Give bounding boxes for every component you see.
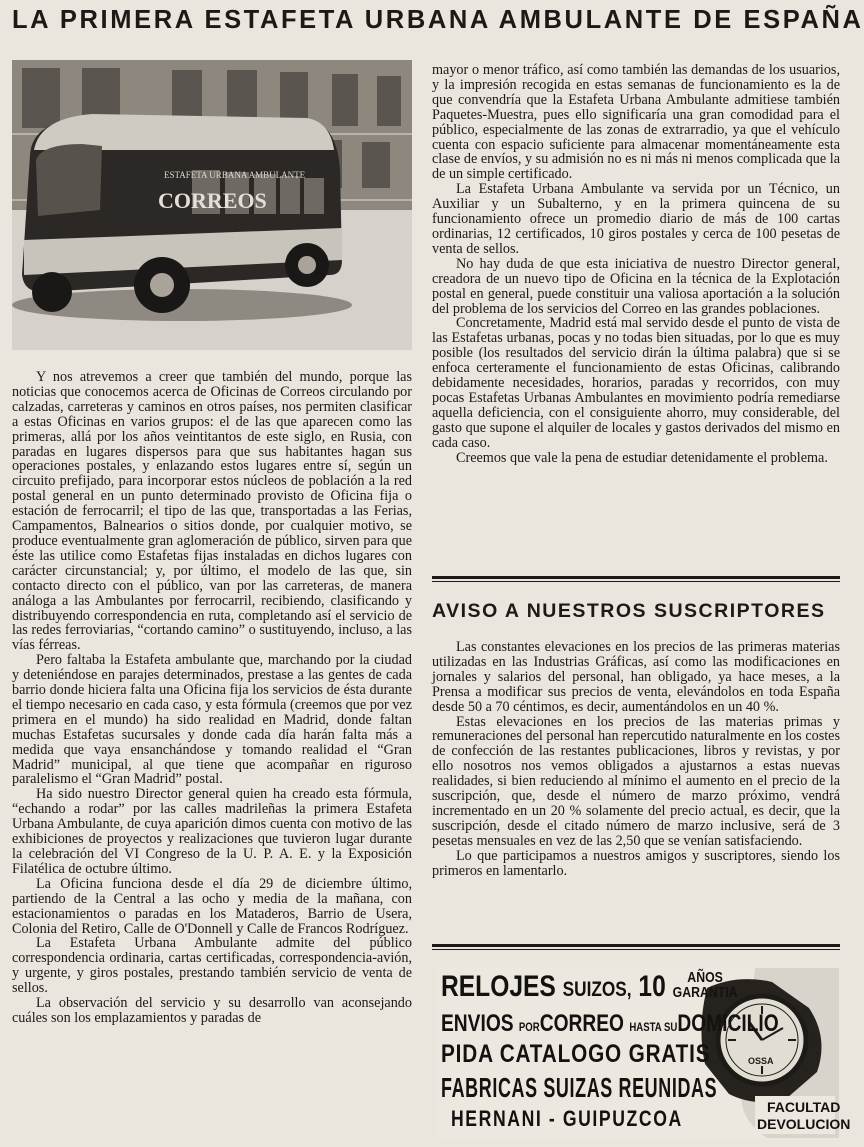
article-paragraph: La Estafeta Urbana Ambulante va servida por un Técnico, un Auxiliar y un Subalterno, y en la primera quincena de su funcionamiento ofrece un promedio diario de más de 100 cartas ordinarias, 12 certificados, 10 giros postales y cerca de 100 pesetas de venta de sellos. (432, 181, 840, 257)
article-paragraph: Y nos atrevemos a creer que también del mundo, porque las noticias que conocemos acerca de Oficinas de Correos circulando por calzadas, carreteras y caminos en otros países, nos permiten clasificar a estas Oficinas en varios grupos: el de las que aparecen como las primeras, allá por los años veintitantos de este siglo, en Rusia, con paradas en lugares dispersos para que sus habitantes hagan sus operaciones postales, y enlazando estos lugares entre sí, según un circuito prefijado, para incorporar estos núcleos de población a la red postal general en un punto determinado provisto de Oficina fija o estación de ferrocarril; el tipo de las que, transportadas a las Ferias, Campamentos, Balnearios o sitios donde, por cualquier motivo, se produce eventualmente gran aglomeración de público, sirven para que éste las utilice como Estafetas fijas instaladas en dichos lugares con carácter circunstancial; y, por último, el modelo de las que, sin contacto directo con el público, van por las carreteras, de manera análoga a las Ambulantes por ferrocarril, recibiendo, clasificando y distribuyendo correspondencia en ruta, completando así el servicio de las redes ferroviarias, “cortando camino” o sustituyendo, incluso, a las vías férreas. (12, 369, 412, 654)
article-right-column (432, 63, 840, 465)
section-divider (432, 576, 840, 582)
notice-column (432, 640, 840, 879)
bus-photo (12, 60, 412, 350)
bus-illustration (12, 60, 412, 350)
watch-advertisement (437, 968, 851, 1138)
ad-line-3: PIDA CATALOGO GRATIS (441, 1040, 711, 1068)
page-title: LA PRIMERA ESTAFETA URBANA AMBULANTE DE ESPAÑA (12, 6, 864, 34)
ad-line-1: RELOJES SUIZOS, 10 AÑOS GARANTIA (441, 969, 738, 1003)
ad-line-5: HERNANI - GUIPUZCOA (451, 1106, 683, 1131)
article-paragraph: Concretamente, Madrid está mal servido desde el punto de vista de las Estafetas urbanas, pocas y no todas bien situadas, por lo que es muy posible (los resultados del servicio dirán la última palabra) que si se enfoca certeramente el funcionamiento de estas Oficinas, calibrando debidamente necesidades, horarios, paradas y recorridos, con muy pocas Estafetas Urbanas Ambulantes en movimiento podría remediarse aquella deficiencia, con el consiguiente ahorro, muy considerable, del gasto que supone el alquiler de locales y gastos derivados del mismo en cada caso. (432, 315, 840, 451)
article-paragraph: mayor o menor tráfico, así como también las demandas de los usuarios, y la impresión recogida en estas semanas de funcionamiento es la de que convendría que la Estafeta Urbana Ambulante admitiese también Paquetes-Muestra, pues ello significaría una gran comodidad para el público, especialmente de las zonas de extrarradio, ya que el vehículo cuenta con espacio suficiente para almacenar momentáneamente esta clase de envíos, y su admisión no es ni más ni menos complicada que la de un simple certificado. (432, 62, 840, 183)
bus-lettering-top: ESTAFETA URBANA AMBULANTE (164, 170, 306, 180)
ad-line-2: ENVIOS PORCORREO HASTA SUDOMICILIO (441, 1010, 779, 1037)
article-paragraph: La Estafeta Urbana Ambulante admite del público correspondencia ordinaria, cartas certificadas, correspondencia-avión, y urgente, y giros postales, prestando también servicio de venta de sellos. (12, 935, 412, 997)
article-paragraph: No hay duda de que esta iniciativa de nuestro Director general, creadora de un nuevo tipo de Oficina en la técnica de la Explotación postal en general, puede constituir una valiosa aportación a la solución del problema de los servicios del Correo en las grandes poblaciones. (432, 255, 840, 317)
watch-brand: OSSA (748, 1056, 774, 1066)
notice-paragraph: Lo que participamos a nuestros amigos y suscriptores, siendo los primeros en lamentarlo. (432, 847, 840, 879)
article-paragraph: La observación del servicio y su desarrollo van aconsejando cuáles son los emplazamientos y paradas de (12, 995, 412, 1026)
article-paragraph: Creemos que vale la pena de estudiar detenidamente el problema. (456, 449, 828, 466)
notice-paragraph: Las constantes elevaciones en los precios de las primeras materias utilizadas en las Industrias Gráficas, así como las modificaciones en jornales y salarios del personal, han obligado, ya hace meses, a la Prensa a modificar sus precios de venta, elevándolos en toda España desde 50 a 70 céntimos, es decir, aumentándolos en un 40 %. (432, 639, 840, 715)
article-left-column (12, 370, 412, 1026)
article-paragraph: La Oficina funciona desde el día 29 de diciembre último, partiendo de la Central a las ocho y media de la mañana, con estacionamientos o paradas en los Mataderos, Barrio de Usera, Colonia del Retiro, Calle de O'Donnell y Calle de Francos Rodríguez. (12, 875, 412, 937)
notice-paragraph: Estas elevaciones en los precios de las materias primas y remuneraciones del personal han repercutido naturalmente en los costes de confección de las restantes publicaciones, libros y revistas, y por ello nosotros nos vemos obligados a ajustarnos a estas nuevas realidades, si bien reduciendo al mínimo el aumento en el precio de la suscripción, que, desde el número de marzo próximo, vendrá incrementado en un 20 % solamente del precio actual, es decir, que la suscripción, desde el citado número de marzo inclusive, será de 3 pesetas mensuales en vez de las 2,50 que se venían satisfaciendo. (432, 713, 840, 849)
notice-title: AVISO A NUESTROS SUSCRIPTORES (432, 600, 826, 622)
return-badge: FACULTAD DEVOLUCION (757, 1099, 851, 1132)
section-divider (432, 944, 840, 950)
bus-lettering-main: CORREOS (158, 188, 267, 213)
article-paragraph: Pero faltaba la Estafeta ambulante que, marchando por la ciudad y deteniéndose en parajes determinados, prestase a las gentes de cada barrio donde hiciera falta una Oficina fija los servicios de ésta durante el tiempo necesario en cada caso, y esta fórmula (creemos que por vez primera en el mundo) ha sido realidad en Madrid, donde faltan muchas Estafetas sucursales y donde cada día harán falta más a medida que vaya ensanchándose y tomando realidad el “Gran Madrid” municipal, al que tiene que acompañar en riguroso paralelismo el “Gran Madrid” postal. (12, 652, 412, 788)
ad-line-4: FABRICAS SUIZAS REUNIDAS (441, 1072, 718, 1103)
article-paragraph: Ha sido nuestro Director general quien ha creado esta fórmula, “echando a rodar” por las calles madrileñas la primera Estafeta Urbana Ambulante, de cuya aparición dimos cuenta con motivo de las exhibiciones de proyectos y realizaciones que tuvieron lugar durante la celebración del VI Congreso de la U. P. A. E. y la Exposición Filatélica de octubre último. (12, 786, 412, 877)
